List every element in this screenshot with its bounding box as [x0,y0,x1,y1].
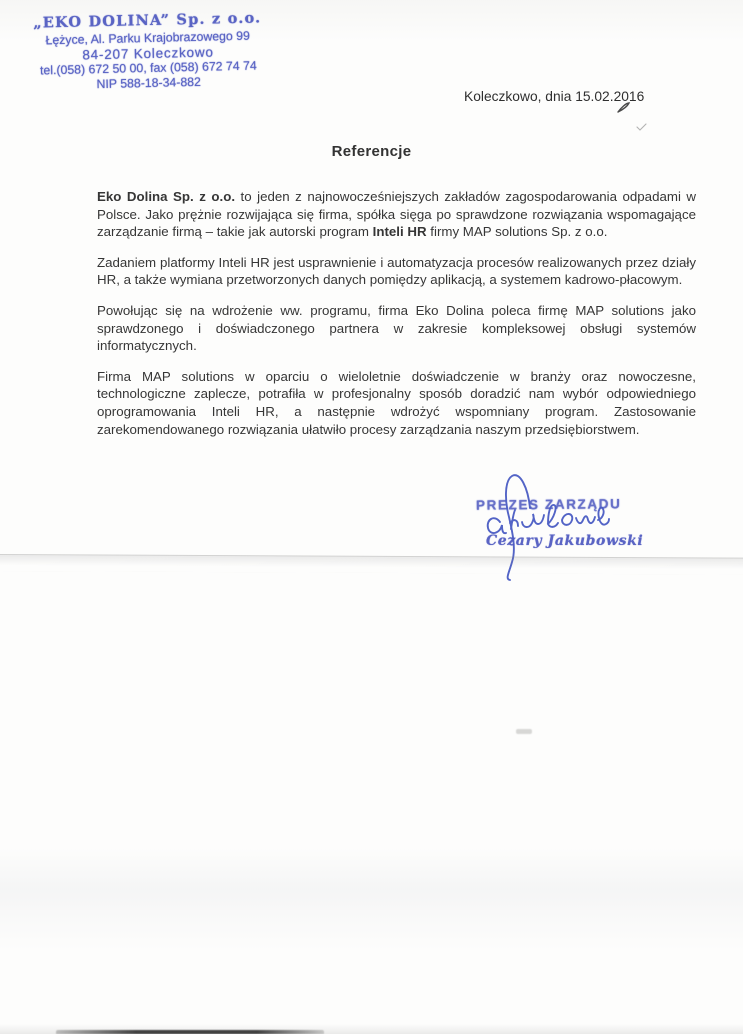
bold-text-segment: Eko Dolina Sp. z o.o. [97,189,236,204]
body-paragraph [97,368,696,438]
body-paragraph [97,254,696,289]
text-segment: Zadaniem platformy Inteli HR jest usprawnienie i automatyzacja procesów realizowanych przez działy HR, a także wymiana przetworzonych danych pomiędzy aplikacją, a systemem kadrowo-płacowym. [97,254,696,288]
pen-mark-artifact [617,101,631,115]
fold-crease [0,554,743,575]
bottom-scan-edge [56,1030,324,1034]
body-text [97,188,696,451]
text-segment: Firma MAP solutions w oparciu o wieloletnie doświadczenie w branży oraz nowoczesne, technologiczne zaplecze, potrafiła w profesjonalny sposób doradzić nam wybór odpowiedniego oprogramowania Inteli HR, a następnie wdrożyć wspomniany program. Zastosowanie zarekomendowanego rozwiązania ułatwiło procesy zarządzania naszym przedsiębiorstwem. [97,368,696,437]
text-segment: firmy MAP solutions Sp. z o.o. [426,224,608,240]
check-mark-artifact [636,123,648,132]
body-paragraph [97,188,696,241]
bold-text-segment: Inteli HR [372,224,427,240]
text-segment: to jeden z najnowocześniejszych zakładów zagospodarowania odpadami w Polsce. Jako prężnie rozwijająca się firma, spółka sięga po sprawdzone rozwiązania wspomagające zarządzanie firmą – takie jak autorski program [97,189,697,240]
company-city: 84-207 Koleczkowo [82,44,214,63]
company-phone: tel.(058) 672 50 00, fax (058) 672 74 74 [39,58,257,78]
date-line: Koleczkowo, dnia 15.02.2016 [464,89,645,104]
text-segment: Powołując się na wdrożenie ww. programu, firma Eko Dolina poleca firmę MAP solutions jako sprawdzonego i doświadczonego partnera w zakresie kompleksowej obsługi systemów informatycznych. [97,302,696,354]
company-name: „EKO DOLINA” Sp. z o.o. [33,9,262,32]
letterhead-stamp [13,9,283,94]
smudge-artifact [516,729,532,734]
signature-name: Cezary Jakubowski [486,533,644,549]
company-nip: NIP 588-18-34-882 [96,74,202,92]
letter-title: Referencje [331,143,412,160]
company-address: Łężyce, Al. Parku Krajobrazowego 99 [45,28,251,48]
signature-role-stamp: PREZES ZARZĄDU [475,496,622,513]
body-paragraph [97,302,696,355]
